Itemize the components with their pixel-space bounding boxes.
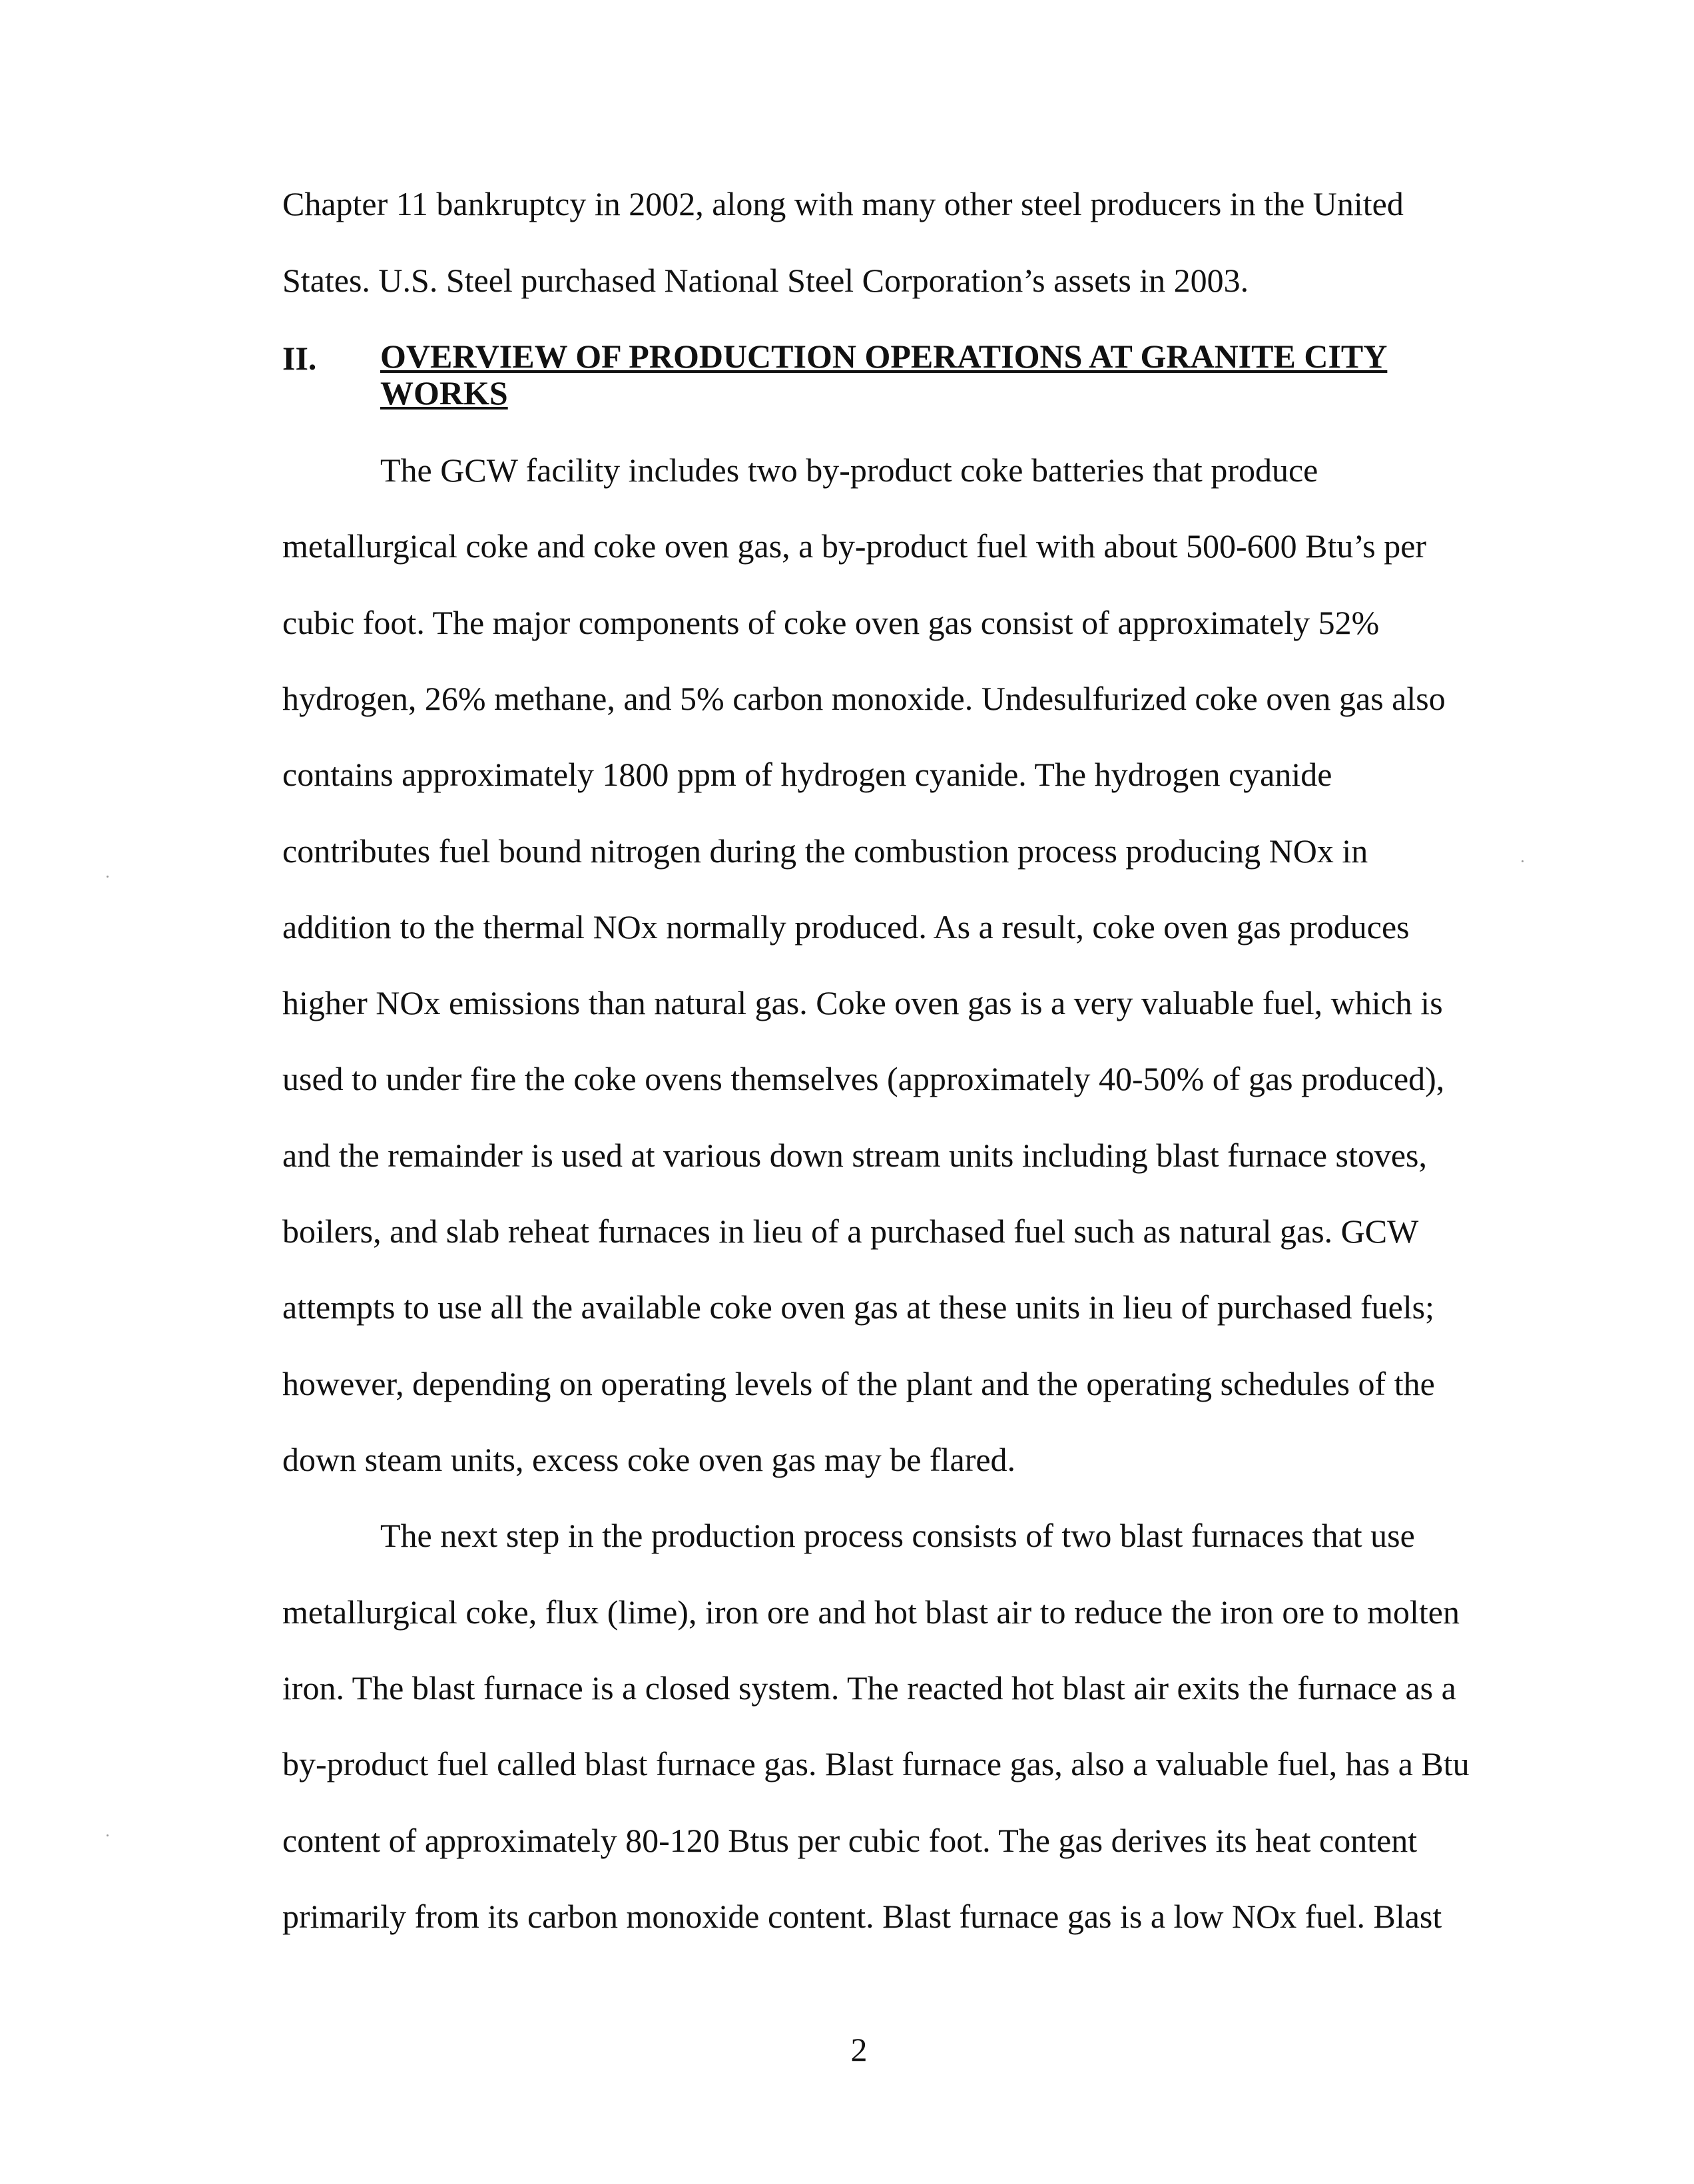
paragraph-1-line: higher NOx emissions than natural gas. Coke oven gas is a very valuable fuel, which is <box>282 984 1443 1021</box>
paragraph-2-line: The next step in the production process consists of two blast furnaces that use <box>380 1517 1415 1554</box>
paragraph-1-line: contains approximately 1800 ppm of hydrogen cyanide. The hydrogen cyanide <box>282 756 1332 793</box>
paragraph-2-line: metallurgical coke, flux (lime), iron ore and hot blast air to reduce the iron ore to molten <box>282 1593 1460 1631</box>
paragraph-1-line: boilers, and slab reheat furnaces in lieu of a purchased fuel such as natural gas. GCW <box>282 1213 1419 1250</box>
paragraph-2-line: by-product fuel called blast furnace gas. Blast furnace gas, also a valuable fuel, has a Btu <box>282 1745 1470 1782</box>
paragraph-1-line: cubic foot. The major components of coke oven gas consist of approximately 52% <box>282 604 1380 641</box>
section-title-line-1: OVERVIEW OF PRODUCTION OPERATIONS AT GRANITE CITY <box>380 338 1388 375</box>
text-line: States. U.S. Steel purchased National Steel Corporation’s assets in 2003. <box>282 262 1249 299</box>
section-title-line-2: WORKS <box>380 374 508 411</box>
paragraph-1-line: used to under fire the coke ovens themselves (approximately 40-50% of gas produced), <box>282 1060 1445 1097</box>
paragraph-1-line: metallurgical coke and coke oven gas, a by-product fuel with about 500-600 Btu’s per <box>282 527 1427 565</box>
paragraph-1-line: down steam units, excess coke oven gas may be flared. <box>282 1441 1016 1478</box>
paragraph-1-line: attempts to use all the available coke oven gas at these units in lieu of purchased fuels; <box>282 1288 1435 1326</box>
paragraph-1-line: contributes fuel bound nitrogen during the combustion process producing NOx in <box>282 832 1368 870</box>
paragraph-1-line: and the remainder is used at various down stream units including blast furnace stoves, <box>282 1137 1428 1174</box>
scan-speck <box>1522 860 1524 862</box>
paragraph-1-line: however, depending on operating levels of the plant and the operating schedules of the <box>282 1365 1435 1402</box>
paragraph-1-line: The GCW facility includes two by-product coke batteries that produce <box>380 451 1318 489</box>
paragraph-2-line: content of approximately 80-120 Btus per cubic foot. The gas derives its heat content <box>282 1822 1418 1859</box>
scan-speck <box>107 1834 109 1836</box>
section-number: II. <box>282 340 317 377</box>
text-line: Chapter 11 bankruptcy in 2002, along with many other steel producers in the United <box>282 185 1404 222</box>
paragraph-1-line: hydrogen, 26% methane, and 5% carbon monoxide. Undesulfurized coke oven gas also <box>282 680 1446 717</box>
paragraph-2-line: iron. The blast furnace is a closed system. The reacted hot blast air exits the furnace as a <box>282 1669 1456 1707</box>
paragraph-1-line: addition to the thermal NOx normally produced. As a result, coke oven gas produces <box>282 908 1410 946</box>
page-number: 2 <box>850 2031 868 2068</box>
scan-speck <box>107 876 109 878</box>
paragraph-2-line: primarily from its carbon monoxide content. Blast furnace gas is a low NOx fuel. Blast <box>282 1898 1442 1935</box>
